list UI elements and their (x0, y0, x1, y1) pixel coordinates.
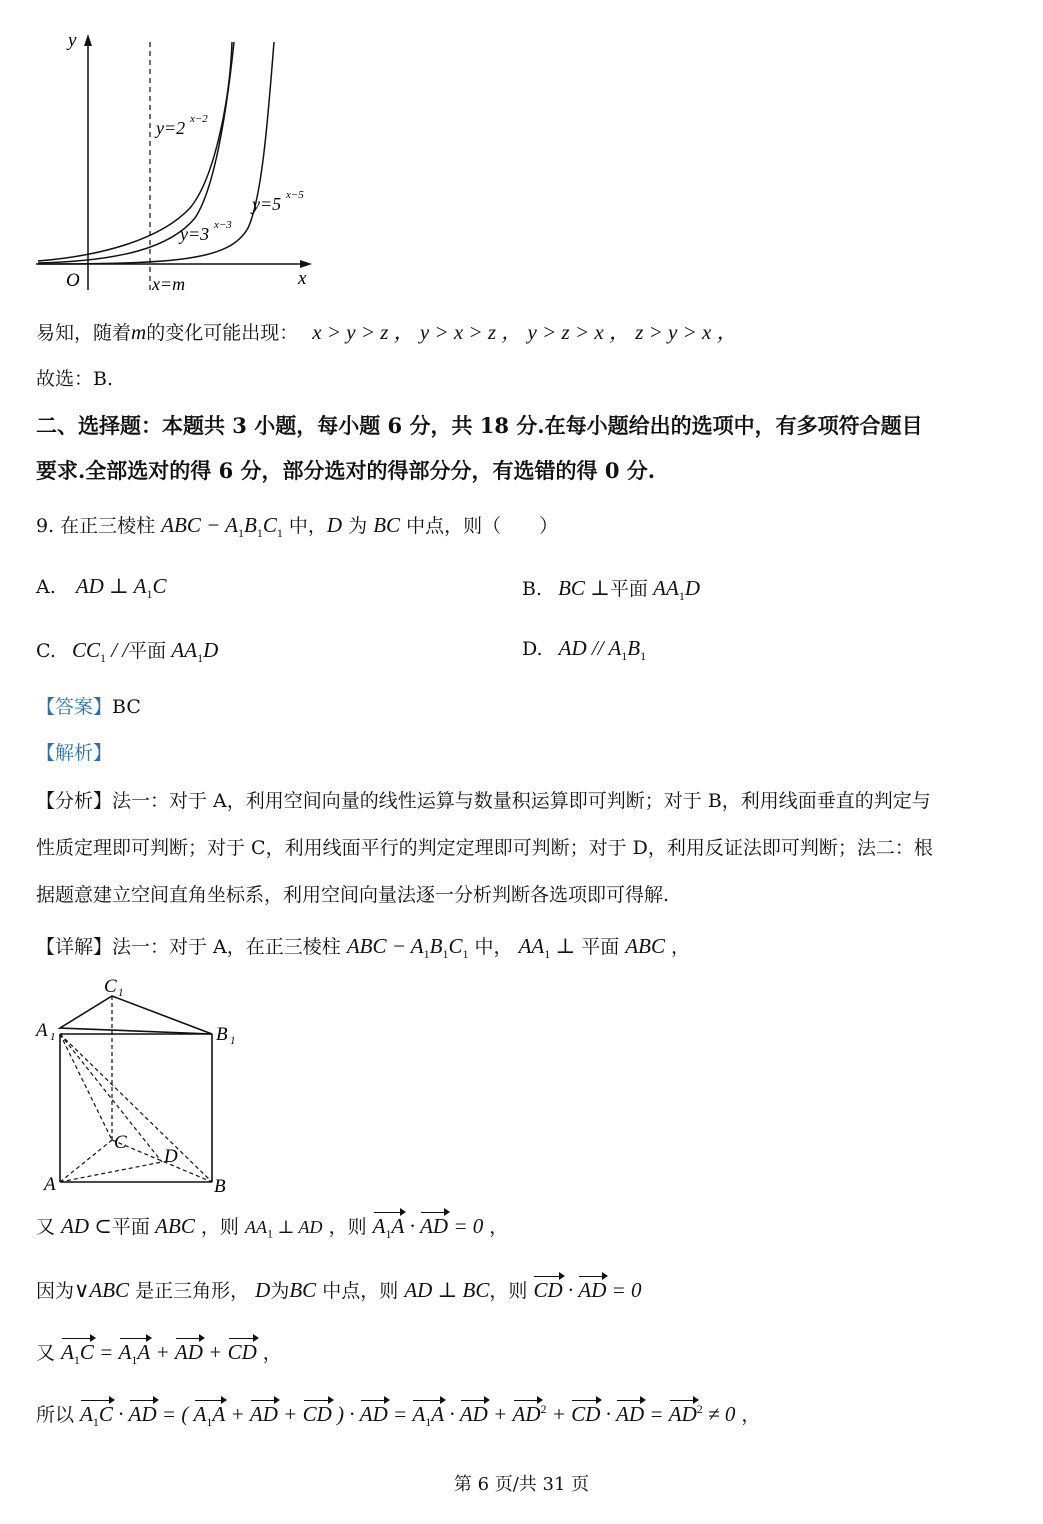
guxuan-line: 故选：B. (36, 368, 114, 390)
label-d: D (164, 1146, 178, 1167)
question-9: 9. 在正三棱柱 ABC − $A_1B_1C_1$ 中，D 为 BC 中点，则（ ） (36, 513, 559, 541)
label-b: B (214, 1176, 226, 1196)
svg-text:1: 1 (50, 1031, 56, 1043)
jiexi-tag: 【解析】 (36, 742, 113, 764)
y-axis-label: y (68, 30, 77, 51)
svg-text:1: 1 (118, 987, 124, 999)
x-axis-label: x (298, 268, 307, 289)
vector-line-2: 因为∨ABC 是正三角形， D为BC 中点，则 AD ⊥ BC，则 CD · AD = 0 (36, 1278, 642, 1302)
option-c: C. $CC_1$ / /平面 $AA_1D$ (36, 638, 219, 666)
answer-line: 【答案】BC (36, 696, 141, 718)
option-b: B. BC ⊥平面 $AA_1D$ (522, 576, 700, 604)
section2-heading-line1: 二、选择题：本题共 3 小题，每小题 6 分，共 18 分.在每小题给出的选项中，有多项符合题目 (36, 413, 923, 438)
xiangjie-line: 【详解】法一：对于 A，在正三棱柱 ABC − $A_1B_1C_1$ 中， $AA_1$ ⊥ 平面 ABC ， (36, 934, 691, 962)
origin-label: O (66, 270, 80, 291)
label-c: C (114, 1132, 127, 1153)
yizhi-math: x > y > z ， y > x > z ， y > z > x ， z > y > x ， (312, 320, 738, 344)
exponential-graph (30, 28, 320, 300)
svg-text:1: 1 (230, 1035, 236, 1047)
label-b1: B (216, 1024, 228, 1045)
curve-3-label: y=3 (180, 224, 210, 244)
curve-2-label: y=2 (156, 118, 186, 138)
label-a: A (44, 1174, 56, 1195)
label-a1: A (36, 1020, 48, 1041)
label-c1: C (104, 976, 117, 997)
vector-line-3: 又 $A_1C = A_1A$ + AD + CD ， (36, 1340, 282, 1368)
fenxi-line1: 【分析】法一：对于 A，利用空间向量的线性运算与数量积运算即可判断；对于 B，利用线面垂直的判定与 (36, 790, 931, 812)
vector-line-1: 又 AD ⊂平面 ABC ，则 $AA_1$ ⊥ AD ，则 $A_1A$ · AD = 0 ， (36, 1214, 509, 1242)
curve-3-exponent: x−3 (214, 219, 232, 231)
vector-line-4: 所以 $A_1C$ · AD = ( $A_1A$ + AD + CD ) · AD = $A_1A$ · AD + $AD^2$ + CD · AD = $AD^2 \ne 0$ ， (36, 1402, 761, 1430)
prism-diagram (30, 972, 250, 1196)
fenxi-line2: 性质定理即可判断；对于 C，利用线面平行的判定定理即可判断；对于 D，利用反证法即可判断；法二：根 (36, 837, 933, 859)
curve-5-exponent: x−5 (286, 189, 304, 201)
fenxi-line3: 据题意建立空间直角坐标系，利用空间向量法逐一分析判断各选项即可得解. (36, 884, 670, 906)
answer-tag: 【答案】 (36, 696, 113, 718)
section2-heading-line2: 要求.全部选对的得 6 分，部分选对的得部分分，有选错的得 0 分. (36, 458, 656, 483)
yizhi-line: 易知，随着m的变化可能出现： x > y > z ， y > x > z ， y > z > x ， z > y > x ， (36, 320, 738, 344)
option-d: D. AD // $A_1B_1$ (522, 636, 647, 664)
page-footer: 第 6 页/共 31 页 (453, 1474, 590, 1495)
curve-5-label: y=5 (252, 194, 282, 214)
curve-2-exponent: x−2 (190, 113, 208, 125)
option-a: A. AD ⊥ $A_1C$ (36, 574, 167, 602)
x-equals-m-label: x=m (152, 274, 186, 294)
